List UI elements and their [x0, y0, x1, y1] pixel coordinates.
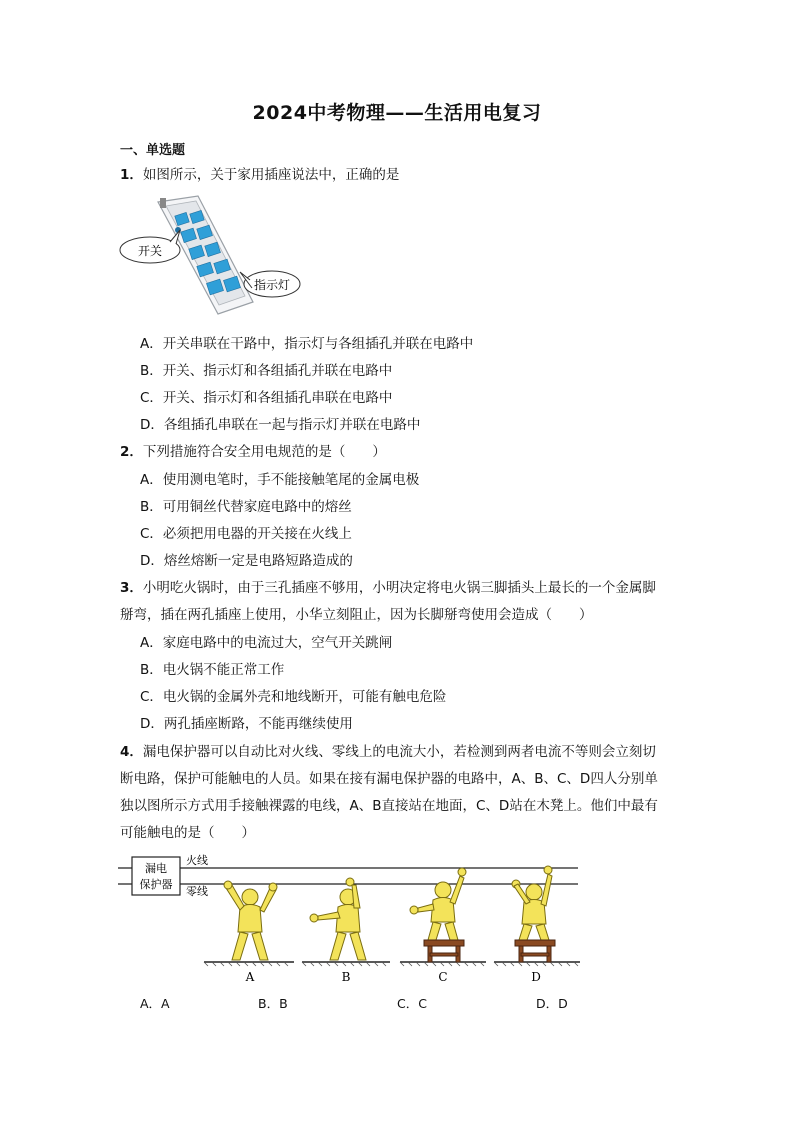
person-label: B — [341, 970, 351, 984]
option-a: A．开关串联在干路中，指示灯与各组插孔并联在电路中 — [140, 336, 474, 352]
question-3-stem-cont: 掰弯，插在两孔插座上使用，小华立刻阻止，因为长脚掰弯使用会造成（ ） — [120, 607, 593, 623]
question-text: 小明吃火锅时，由于三孔插座不够用，小明决定将电火锅三脚插头上最长的一个金属脚 — [142, 580, 656, 596]
option-d: D．熔丝熔断一定是电路短路造成的 — [140, 553, 353, 569]
power-strip-figure — [118, 192, 308, 327]
question-4-stem-cont: 可能触电的是（ ） — [120, 825, 255, 841]
option-b: B．可用铜丝代替家庭电路中的熔丝 — [140, 499, 352, 515]
question-number: 3． — [120, 580, 143, 596]
option-a: A．家庭电路中的电流过大，空气开关跳闸 — [140, 635, 393, 651]
question-3-stem — [120, 579, 656, 597]
section-heading: 一、单选题 — [120, 143, 186, 158]
person-b — [310, 878, 366, 960]
choice-b: B．B — [258, 996, 288, 1011]
indicator-label: 指示灯 — [253, 278, 291, 292]
option-b: B．电火锅不能正常工作 — [140, 662, 285, 678]
option-d: D．两孔插座断路，不能再继续使用 — [140, 716, 353, 732]
question-4-stem-cont: 独以图所示方式用手接触裸露的电线，A、B直接站在地面，C、D站在木凳上。他们中最有 — [120, 798, 658, 814]
question-4-stem-cont: 断电路，保护可能触电的人员。如果在接有漏电保护器的电路中，A、B、C、D四人分别单 — [120, 771, 658, 787]
stool-d — [515, 940, 555, 962]
question-text: 下列措施符合安全用电规范的是（ ） — [142, 444, 386, 460]
question-number: 4． — [120, 744, 143, 760]
person-label: A — [245, 970, 255, 984]
question-text: 漏电保护器可以自动比对火线、零线上的电流大小，若检测到两者电流不等则会立刻切 — [142, 744, 656, 760]
question-text: 如图所示，关于家用插座说法中，正确的是 — [142, 167, 400, 183]
question-1-stem — [120, 166, 399, 184]
switch-label: 开关 — [137, 244, 163, 258]
option-d: D．各组插孔串联在一起与指示灯并联在电路中 — [140, 417, 421, 433]
question-2-stem — [120, 443, 386, 461]
question-number: 2． — [120, 444, 143, 460]
stool-c — [424, 940, 464, 962]
live-wire-label: 火线 — [186, 854, 208, 867]
choice-a: A．A — [140, 996, 170, 1011]
question-number: 1． — [120, 167, 143, 183]
person-d — [512, 866, 552, 940]
choice-c: C．C — [397, 996, 427, 1011]
neutral-wire-label: 零线 — [186, 885, 208, 898]
question-4-stem — [120, 743, 656, 761]
person-c — [410, 868, 466, 940]
option-c: C．开关、指示灯和各组插孔串联在电路中 — [140, 390, 393, 406]
person-label: D — [531, 970, 541, 984]
option-c: C．电火锅的金属外壳和地线断开，可能有触电危险 — [140, 689, 447, 705]
option-b: B．开关、指示灯和各组插孔并联在电路中 — [140, 363, 393, 379]
protector-label: 保护器 — [139, 878, 173, 891]
choice-d: D．D — [536, 996, 568, 1011]
option-c: C．必须把用电器的开关接在火线上 — [140, 526, 352, 542]
person-label: C — [438, 970, 448, 984]
protector-label: 漏电 — [145, 862, 167, 875]
option-a: A．使用测电笔时，手不能接触笔尾的金属电极 — [140, 472, 420, 488]
person-a — [224, 881, 277, 960]
cord-icon — [160, 198, 166, 208]
leakage-protector-figure — [118, 852, 588, 987]
page-title: 2024中考物理——生活用电复习 — [252, 102, 542, 124]
ground — [204, 962, 580, 966]
